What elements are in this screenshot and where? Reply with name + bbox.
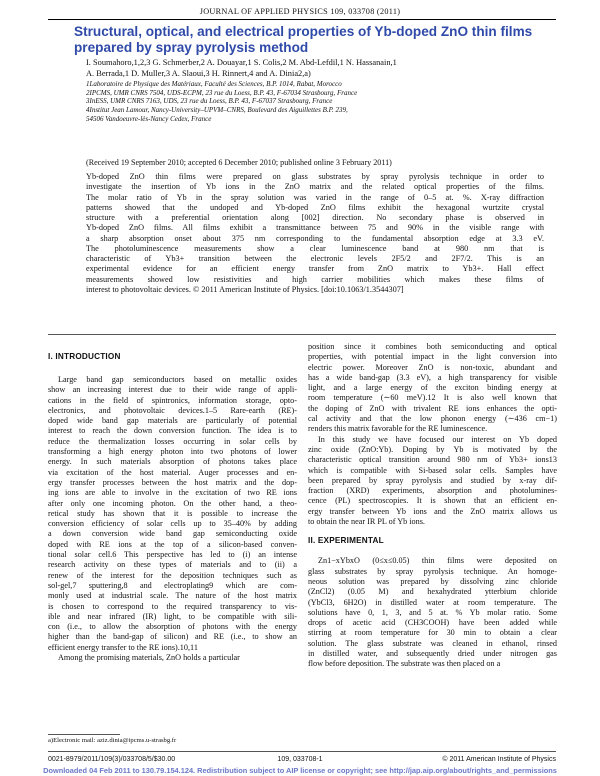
body-text-line: cal activity and that the low phonon energy (∼436 cm−1) — [308, 414, 557, 424]
section-heading-experimental: II. EXPERIMENTAL — [308, 536, 384, 546]
body-text-line: ing ions are able to involve in the excitation of two RE ions — [48, 488, 297, 498]
affiliation: 4Institut Jean Lamour, Nancy-University–UPVM–CNRS, Boulevard des Aiguillettes B.P. 239, — [86, 106, 348, 115]
body-text-line: renders this matrix favorable for the RE luminescence. — [308, 424, 488, 434]
body-text-line: cence (PL) spectroscopies. It is shown that an efficient en- — [308, 496, 557, 506]
body-text-line: a down conversion wide band gap semiconducting oxide — [48, 529, 297, 539]
body-text-line: doped with RE ions at the top of a silicon-based conven- — [48, 539, 297, 549]
body-text-line: after only one incoming photon. On the other hand, a theo- — [48, 498, 297, 508]
section-heading-introduction: I. INTRODUCTION — [48, 352, 121, 361]
affiliation: 54506 Vandoeuvre-lès-Nancy Cedex, France — [86, 114, 212, 123]
body-text-line: efficient energy transfer to the RE ions).10,11 — [48, 642, 198, 652]
body-text-line: cations in the field of spintronics, information storage, opto- — [48, 395, 297, 405]
left-column — [48, 352, 297, 663]
body-text-line: has a wide band-gap (3.3 eV), a high transparency for visible — [308, 372, 557, 382]
body-text-line: to obtain the near IR PL of Yb ions. — [308, 517, 425, 527]
abstract-line: investigate the insertion of Yb ions in the ZnO matrix and the related optical properties of the films. — [86, 182, 544, 192]
journal-header: JOURNAL OF APPLIED PHYSICS 109, 033708 (2011) — [199, 7, 401, 16]
body-text-line: show an increasing interest due to their wide range of appli- — [48, 385, 297, 395]
abstract-line: Yb-doped ZnO thin films were prepared on glass substrates by spray pyrolysis technique in order to — [86, 172, 544, 181]
author-line: A. Berrada,1 D. Muller,3 A. Slaoui,3 H. Rinnert,4 and A. Dinia2,a) — [86, 68, 311, 78]
body-text-line: Among the promising materials, ZnO holds a particular — [58, 653, 240, 663]
body-text-line: In this study we have focused our interest on Yb doped — [318, 434, 557, 444]
body-text-line: been prepared by spray pyrolysis and studied by x-ray dif- — [308, 475, 557, 485]
body-text-line: tional solar cell.6 This perspective has led to (i) an intense — [48, 550, 297, 560]
body-text-line: reduce the thermalization losses occurring in solar cells by — [48, 436, 297, 446]
affiliation: 1Laboratoire de Physique des Matériaux, Faculté des Sciences, B.P. 1014, Rabat, Morocco — [86, 80, 342, 88]
body-text-line: stirring at room temperature for 30 min to obtain a clear — [308, 628, 557, 638]
body-text-line: ergy transfer processes between the host matrix and the dop- — [48, 477, 297, 487]
body-text-line: solution. The glass substrate was cleaned in ethanol, rinsed — [308, 638, 557, 648]
body-text-line: Zn1−xYbxO (0≤x≤0.05) thin films were deposited on — [318, 556, 557, 566]
body-text-line: drops of acetic acid (CH3COOH) have been added while — [308, 618, 557, 628]
abstract-line: The molar ratio of Yb in the spray solution was varied in the range of 0–5 at. %. X-ray diffraction — [86, 192, 544, 202]
body-text-line: interest to reach the down conversion function. The idea is to — [48, 426, 297, 436]
body-text-line: the doping of ZnO with trivalent RE ions enhances the opti- — [308, 403, 557, 413]
footer-issn: 0021-8979/2011/109(3)/033708/5/$30.00 — [48, 756, 176, 763]
body-text-line: retical study has shown that it is possible to increase the — [48, 508, 297, 518]
header-rule — [48, 19, 556, 20]
abstract-line: The photoluminescence measurements show a clear luminescence band at 980 nm that is — [86, 243, 544, 253]
body-text-line: flow before deposition. The substrate was then placed on a — [308, 659, 501, 669]
body-text-line: ible and near infrared (IR) light, to be compatible with sili- — [48, 611, 297, 621]
body-text-line: room temperature (∼60 meV).12 It is also well known that — [308, 393, 557, 403]
abstract-line: a sharp absorption onset about 375 nm corresponding to the fundamental absorption edge at 3.3 eV. — [86, 233, 544, 243]
body-text-line: (ZnCl2) (0.05 M) and hexahydrated ytterbium chloride — [308, 587, 557, 597]
download-notice[interactable]: Downloaded 04 Feb 2011 to 130.79.154.124. Redistribution subject to AIP license or copyright; see http://jap.aip.org/about/rights_and_permissions — [43, 766, 557, 775]
footer-page-number: 109, 033708-1 — [277, 756, 323, 763]
author-list — [86, 58, 546, 79]
footnote-email: a)Electronic mail: aziz.dinia@ipcms.u-strasbg.fr — [48, 737, 177, 744]
abstract-line: interest to photovoltaic devices. © 2011 American Institute of Physics. [doi:10.1063/1.3544307] — [86, 284, 404, 294]
abstract-rule — [48, 334, 556, 335]
footer-copyright: © 2011 American Institute of Physics — [442, 756, 556, 763]
abstract-line: Yb-doped ZnO films. All films exhibit a transmittance between 75 and 90% in the visible range with — [86, 223, 544, 233]
body-text-line: (YbCl3, 6H2O) in distilled water at room temperature. The — [308, 597, 557, 607]
body-text-line: light, and a large energy of the exciton binding energy at — [308, 383, 557, 393]
affiliation: 2IPCMS, UMR CNRS 7504, UDS-ECPM, 23 rue du Loess, B.P. 43, F-67034 Strasbourg, France — [86, 88, 358, 97]
body-text-line: ergy transfer between Yb ions and the ZnO matrix allows us — [308, 506, 557, 516]
body-text-line: sol-gel,7 sputtering,8 and electroplating9 which are com- — [48, 580, 297, 590]
body-text-line: neous solution was prepared by dissolving zinc chloride — [308, 576, 557, 586]
body-text-line: characteristic optical transition around 980 nm of Yb3+ ions13 — [308, 455, 557, 465]
body-text-line: solutions have 0, 1, 3, and 5 at. % Yb molar ratio. Some — [308, 607, 557, 617]
body-text-line: position since it combines both semiconducting and optical — [308, 342, 557, 351]
abstract-line: experimental evidence for an efficient energy transfer from ZnO matrix to Yb3+. Hall effect — [86, 264, 544, 274]
body-text-line: electric power. Moreover ZnO is non-toxic, abundant and — [308, 362, 557, 372]
body-text-line: via excitation of the host material. Auger processes and en- — [48, 467, 297, 477]
body-text-line: conversion efficiency of solar cells up to 35–40% by adding — [48, 519, 297, 529]
body-text-line: electronics, and photovoltaic devices.1–5 Rare-earth (RE)- — [48, 405, 297, 415]
body-text-line: is chosen to correspond to the required transparency to vis- — [48, 601, 297, 611]
body-text-line: monly used at industrial scale. The nature of the host matrix — [48, 591, 297, 601]
body-text-line: zinc oxide (ZnO:Yb). Doping by Yb is motivated by the — [308, 444, 557, 454]
body-text-line: glass substrates by spray pyrolysis technique. An homoge- — [308, 566, 557, 576]
abstract-line: characteristic of Yb3+ transition between the electronic levels 2F5/2 and 2F7/2. This is an — [86, 254, 544, 263]
abstract — [86, 172, 544, 295]
body-text-line: higher than the band-gap of silicon) and RE (i.e., to show an — [48, 632, 297, 642]
right-column — [308, 342, 557, 670]
body-text-line: doped wide band gap materials are particularly of potential — [48, 416, 297, 426]
affiliation: 3InESS, UMR CNRS 7163, UDS, 23 rue du Loess, B.P. 43, F-67037 Strasbourg, France — [86, 97, 333, 106]
footnote-rule — [48, 734, 120, 735]
abstract-line: measurements showed low resistivities and high carrier mobilities which makes these films of — [86, 274, 544, 284]
author-line: I. Soumahoro,1,2,3 G. Schmerber,2 A. Douayar,1 S. Colis,2 M. Abd-Lefdil,1 N. Hassanain,1 — [86, 58, 397, 67]
affiliations — [86, 80, 546, 124]
abstract-line: structure with a preferential orientation along [002] direction. No secondary phase is observed in — [86, 213, 544, 222]
body-text-line: energy. In such materials absorption of photons takes place — [48, 457, 297, 467]
body-text-line: fraction (XRD) experiments, absorption and photolumines- — [308, 486, 557, 496]
body-text-line: transforming a high energy photon into two photons of lower — [48, 447, 297, 457]
received-dates: (Received 19 September 2010; accepted 6 December 2010; published online 3 February 2011) — [86, 158, 392, 167]
paper-title: Structural, optical, and electrical properties of Yb-doped ZnO thin films prepared by spray pyrolysis method — [74, 24, 533, 55]
body-text-line: which is compatible with Si-based solar cells. Samples have — [308, 465, 557, 475]
abstract-line: patterns showed that the undoped and Yb-doped ZnO films exhibit the hexagonal wurtzite crystal — [86, 202, 544, 212]
body-text-line: Large band gap semiconductors based on metallic oxides — [58, 375, 297, 384]
body-text-line: in distilled water, and subsequently dried under nitrogen gas — [308, 649, 557, 659]
body-text-line: properties, with potential impact in the light conversion into — [308, 352, 557, 362]
body-text-line: research activity on these types of materials and to (ii) a — [48, 560, 297, 570]
footer-rule — [48, 751, 556, 752]
body-text-line: renew of the interest for the deposition techniques such as — [48, 570, 297, 580]
body-text-line: con (i.e., to allow the absorption of photons with the energy — [48, 622, 297, 632]
